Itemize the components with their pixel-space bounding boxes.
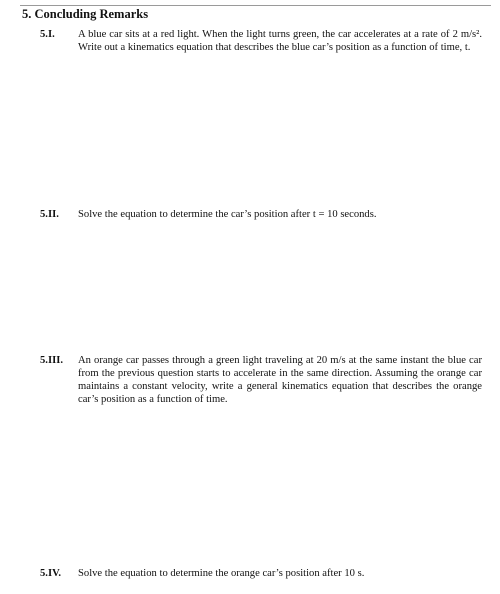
section-heading: 5. Concluding Remarks [22,7,149,21]
question-number: 5.II. [40,209,59,220]
question-text: Solve the equation to determine the orange car’s position after 10 s. [78,568,365,579]
top-rule [20,5,491,6]
question-text: A blue car sits at a red light. When the light turns green, the car accelerates at a rate of 2 m/s². Write out a kinematics equation that describes the blue car’s position as a function of time, t. [78,29,482,53]
question-number: 5.III. [40,355,63,366]
question-number: 5.IV. [40,568,62,579]
question-number: 5.I. [40,29,55,40]
question-text: Solve the equation to determine the car’s position after t = 10 seconds. [78,209,377,220]
question-text: An orange car passes through a green light traveling at 20 m/s at the same instant the blue car from the previous question starts to accelerate in the same direction. Assuming the orange car maintains a constant velocity, write a general kinematics equation that describes the orange car’s position as a function of time. [78,355,482,405]
